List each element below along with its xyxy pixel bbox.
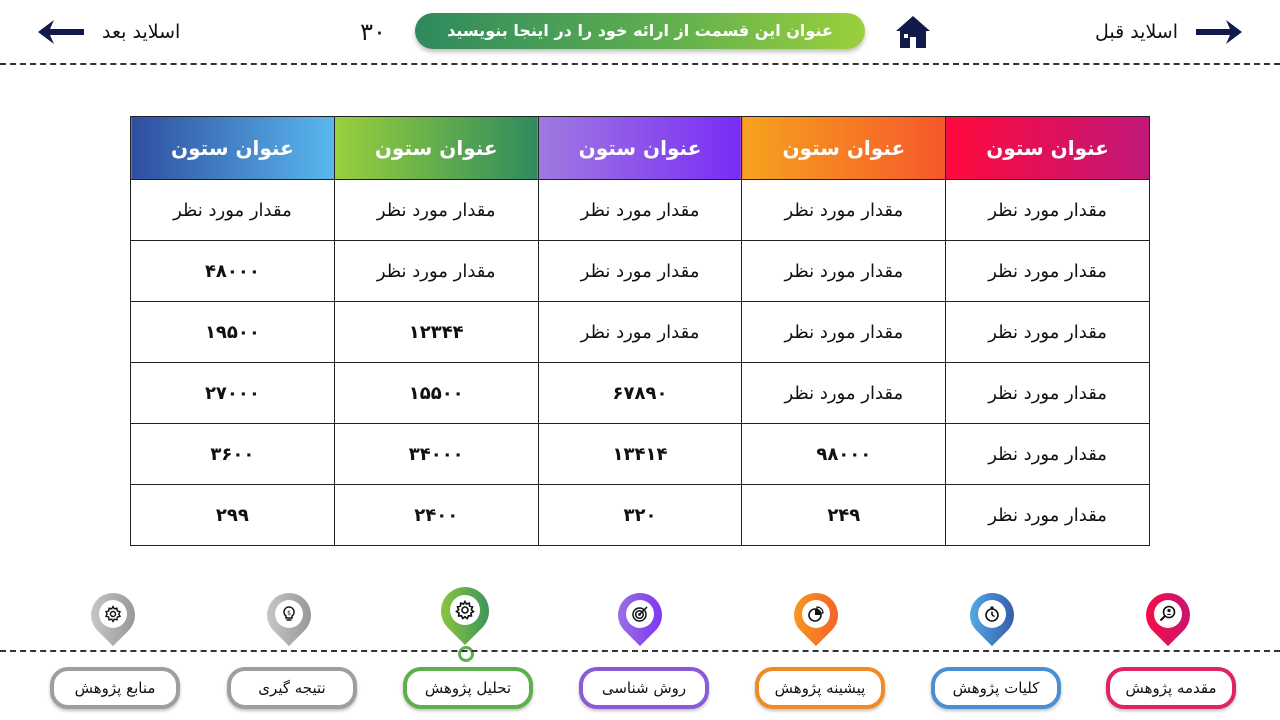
table-row xyxy=(131,363,1150,424)
table-cell: ۲۴۰۰ xyxy=(334,485,538,546)
table-cell: مقدار مورد نظر xyxy=(946,302,1150,363)
table-cell: ۱۹۵۰۰ xyxy=(131,302,335,363)
table-cell: ۳۲۰ xyxy=(538,485,742,546)
stopwatch-icon xyxy=(983,605,1001,623)
arrow-right-icon xyxy=(1196,20,1242,44)
table-cell: مقدار مورد نظر xyxy=(946,424,1150,485)
pin-literature-review[interactable] xyxy=(794,593,838,651)
tab-references[interactable]: منابع پژوهش xyxy=(50,667,180,709)
pin-references[interactable] xyxy=(91,593,135,651)
search-person-icon xyxy=(1159,605,1177,623)
pin-research-intro[interactable] xyxy=(1146,593,1190,651)
active-pin-marker xyxy=(458,646,474,662)
column-header: عنوان ستون xyxy=(131,117,335,180)
tab-literature-review[interactable]: پیشینه پژوهش xyxy=(755,667,885,709)
table-cell: مقدار مورد نظر xyxy=(742,363,946,424)
table-cell: مقدار مورد نظر xyxy=(334,180,538,241)
pie-chart-icon xyxy=(807,605,825,623)
table-cell: مقدار مورد نظر xyxy=(946,363,1150,424)
table-row xyxy=(131,485,1150,546)
cog-badge-icon xyxy=(104,605,122,623)
table-cell: مقدار مورد نظر xyxy=(538,241,742,302)
table-row xyxy=(131,241,1150,302)
table-cell: ۹۸۰۰۰ xyxy=(742,424,946,485)
page-number: ۳۰ xyxy=(360,18,386,46)
next-slide-label: اسلاید بعد xyxy=(102,21,181,43)
pin-research-analysis[interactable] xyxy=(441,587,489,649)
table-cell: مقدار مورد نظر xyxy=(538,180,742,241)
pin-ring xyxy=(1154,600,1182,628)
next-slide-button[interactable] xyxy=(38,14,180,50)
pin-ring xyxy=(99,600,127,628)
tab-research-analysis[interactable]: تحلیل پژوهش xyxy=(403,667,533,709)
table-cell: مقدار مورد نظر xyxy=(946,180,1150,241)
tab-research-overview[interactable]: کلیات پژوهش xyxy=(931,667,1061,709)
table-cell: ۱۲۳۴۴ xyxy=(334,302,538,363)
table-cell: ۶۷۸۹۰ xyxy=(538,363,742,424)
top-bar xyxy=(0,0,1280,64)
table-cell: ۲۹۹ xyxy=(131,485,335,546)
table-cell: مقدار مورد نظر xyxy=(742,241,946,302)
table-cell: مقدار مورد نظر xyxy=(538,302,742,363)
table-cell: ۱۳۴۱۴ xyxy=(538,424,742,485)
previous-slide-label: اسلاید قبل xyxy=(1094,21,1178,43)
svg-text:$: $ xyxy=(287,610,291,617)
table-cell: مقدار مورد نظر xyxy=(946,485,1150,546)
tab-conclusion[interactable]: نتیجه گیری xyxy=(227,667,357,709)
previous-slide-button[interactable] xyxy=(1095,14,1242,50)
column-header: عنوان ستون xyxy=(538,117,742,180)
table-cell: مقدار مورد نظر xyxy=(946,241,1150,302)
column-header: عنوان ستون xyxy=(742,117,946,180)
table-cell: مقدار مورد نظر xyxy=(334,241,538,302)
table-cell: ۲۷۰۰۰ xyxy=(131,363,335,424)
table-row xyxy=(131,180,1150,241)
table-cell: ۲۴۹ xyxy=(742,485,946,546)
column-header: عنوان ستون xyxy=(334,117,538,180)
table-cell: مقدار مورد نظر xyxy=(742,302,946,363)
arrow-left-icon xyxy=(38,20,84,44)
top-divider xyxy=(0,63,1280,65)
table-header-row xyxy=(131,117,1150,180)
target-icon xyxy=(631,605,649,623)
pin-ring xyxy=(275,600,303,628)
home-icon[interactable] xyxy=(895,15,931,49)
data-table xyxy=(130,116,1150,546)
pin-conclusion[interactable] xyxy=(267,593,311,651)
section-title: عنوان این قسمت از ارائه خود را در اینجا بنویسید xyxy=(415,13,865,49)
table-cell: مقدار مورد نظر xyxy=(742,180,946,241)
table-cell: مقدار مورد نظر xyxy=(131,180,335,241)
pin-ring xyxy=(802,600,830,628)
tab-research-intro[interactable]: مقدمه پژوهش xyxy=(1106,667,1236,709)
pin-ring xyxy=(626,600,654,628)
table-row xyxy=(131,302,1150,363)
pin-research-overview[interactable] xyxy=(970,593,1014,651)
pin-ring xyxy=(450,595,480,625)
bottom-divider xyxy=(0,650,1280,652)
column-header: عنوان ستون xyxy=(946,117,1150,180)
table-cell: ۱۵۵۰۰ xyxy=(334,363,538,424)
table-cell: ۳۴۰۰۰ xyxy=(334,424,538,485)
table-cell: ۴۸۰۰۰ xyxy=(131,241,335,302)
pin-methodology[interactable] xyxy=(618,593,662,651)
table-cell: ۳۶۰۰ xyxy=(131,424,335,485)
table-row xyxy=(131,424,1150,485)
lightbulb-icon xyxy=(280,605,298,623)
pin-ring xyxy=(978,600,1006,628)
tab-methodology[interactable]: روش شناسی xyxy=(579,667,709,709)
gear-icon xyxy=(455,600,475,620)
